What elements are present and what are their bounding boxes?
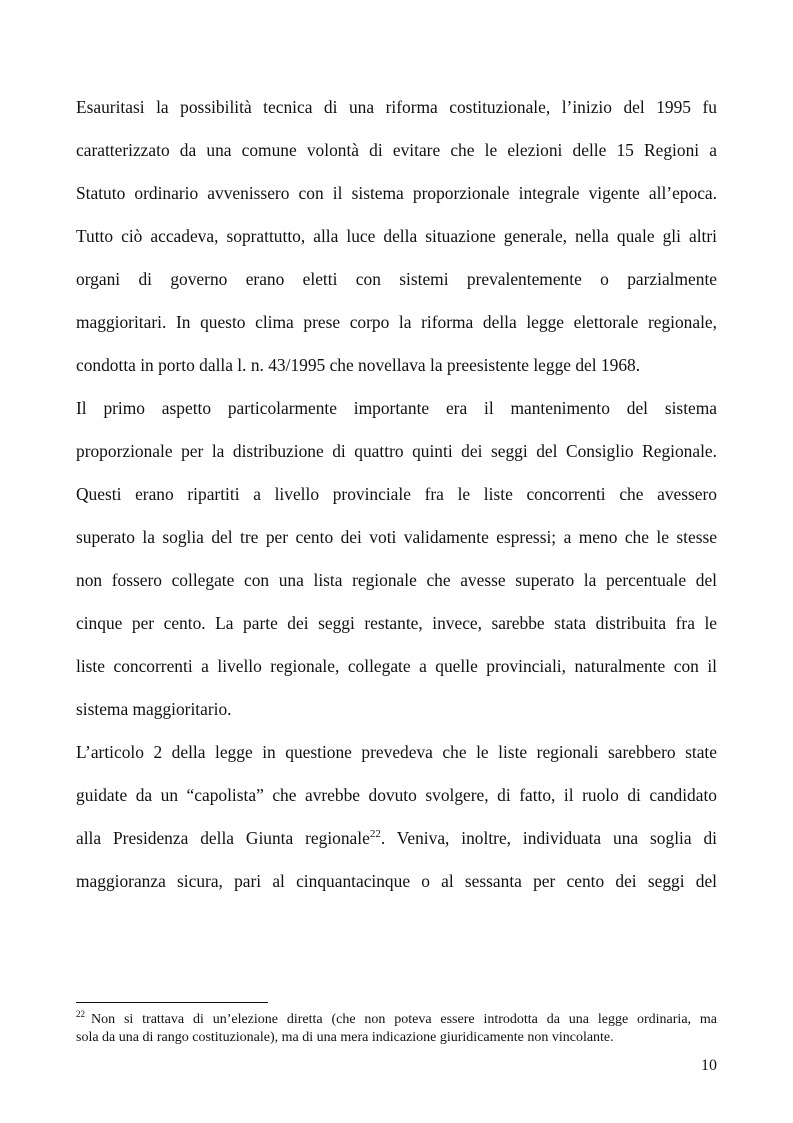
body-line-4: Tutto ciò accadeva, soprattutto, alla luce della situazione generale, nella quale gli altri	[76, 226, 717, 246]
body-line-1: Esauritasi la possibilità tecnica di una riforma costituzionale, l’inizio del 1995 fu	[76, 97, 717, 117]
body-line-12: non fossero collegate con una lista regionale che avesse superato la percentuale del	[76, 570, 717, 590]
body-line-3: Statuto ordinario avvenissero con il sistema proporzionale integrale vigente all’epoca.	[76, 183, 717, 203]
body-line-10: Questi erano ripartiti a livello provinciale fra le liste concorrenti che avessero	[76, 484, 717, 504]
body-line-7: condotta in porto dalla l. n. 43/1995 che novellava la preesistente legge del 1968.	[76, 355, 641, 375]
body-line-18-start: alla Presidenza della Giunta regionale	[76, 828, 370, 848]
body-line-15: sistema maggioritario.	[76, 699, 232, 719]
footnote-text-1: Non si trattava di un’elezione diretta (che non poteva essere introdotta da una legge ordinaria, ma	[91, 1012, 717, 1027]
body-line-8: Il primo aspetto particolarmente importante era il mantenimento del sistema	[76, 398, 717, 418]
body-line-11: superato la soglia del tre per cento dei voti validamente espressi; a meno che le stesse	[76, 527, 717, 547]
body-line-19: maggioranza sicura, pari al cinquantacinque o al sessanta per cento dei seggi del	[76, 871, 717, 891]
footnote-reference[interactable]: 22	[369, 828, 381, 841]
body-line-5: organi di governo erano eletti con sistemi prevalentemente o parzialmente	[76, 269, 717, 289]
footnote-line-2: sola da una di rango costituzionale), ma di una mera indicazione giuridicamente non vincolante.	[76, 1030, 614, 1045]
footnote-line-1	[76, 1011, 717, 1029]
body-line-17: guidate da un “capolista” che avrebbe dovuto svolgere, di fatto, il ruolo di candidato	[76, 785, 717, 805]
body-line-9: proporzionale per la distribuzione di quattro quinti dei seggi del Consiglio Regionale.	[76, 441, 717, 461]
body-line-14: liste concorrenti a livello regionale, collegate a quelle provinciali, naturalmente con il	[76, 656, 717, 676]
body-line-16: L’articolo 2 della legge in questione prevedeva che le liste regionali sarebbero state	[76, 742, 717, 762]
body-line-13: cinque per cento. La parte dei seggi restante, invece, sarebbe stata distribuita fra le	[76, 613, 717, 633]
body-line-6: maggioritari. In questo clima prese corpo la riforma della legge elettorale regionale,	[76, 312, 717, 332]
page-number: 10	[701, 1057, 717, 1074]
body-line-18-end: . Veniva, inoltre, individuata una soglia di	[380, 828, 717, 848]
body-line-18	[76, 827, 717, 849]
footnote-divider	[76, 1002, 268, 1003]
footnote-number: 22	[76, 1009, 85, 1020]
body-line-2: caratterizzato da una comune volontà di evitare che le elezioni delle 15 Regioni a	[76, 140, 717, 160]
